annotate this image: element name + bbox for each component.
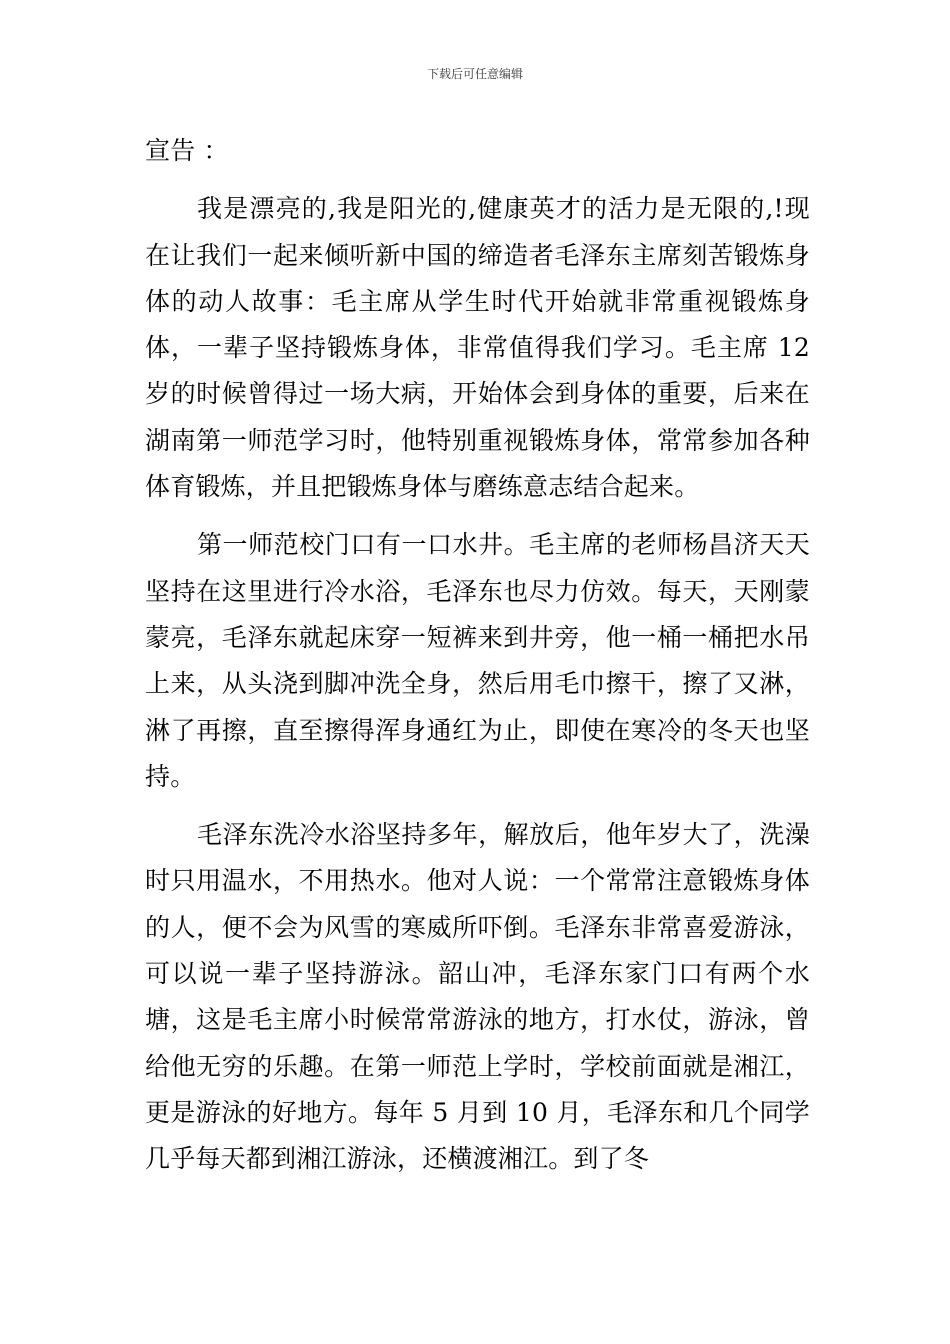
document-body <box>145 128 810 1183</box>
spacer <box>145 174 810 186</box>
paragraph-intro: 我是漂亮的,我是阳光的,健康英才的活力是无限的,!现在让我们一起来倾听新中国的缔造者毛泽东主席刻苦锻炼身体的动人故事：毛主席从学生时代开始就非常重视锻炼身体，一辈子坚持锻炼身体，非常值得我们学习。毛主席 12 岁的时候曾得过一场大病，开始体会到身体的重要，后来在湖南第一师范学习时，他特别重视锻炼身体，常常参加各种体育锻炼，并且把锻炼身体与磨练意志结合起来。 <box>145 194 810 502</box>
page-header: 下载后可任意编辑 <box>426 67 523 81</box>
paragraph-swimming: 毛泽东洗冷水浴坚持多年，解放后，他年岁大了，洗澡时只用温水，不用热水。他对人说：一个常常注意锻炼身体的人，便不会为风雪的寒威所吓倒。毛泽东非常喜爱游泳，可以说一辈子坚持游泳。韶山冲，毛泽东家门口有两个水塘，这是毛主席小时候常常游泳的地方，打水仗，游泳，曾给他无穷的乐趣。在第一师范上学时，学校前面就是湘江，更是游泳的好地方。每年 5 月到 10 月，毛泽东和几个同学几乎每天都到湘江游泳，还横渡湘江。到了冬 <box>145 820 810 1174</box>
salutation: 宣告 ： <box>145 136 229 165</box>
spacer <box>145 800 810 812</box>
spacer <box>145 510 810 522</box>
paragraph-well: 第一师范校门口有一口水井。毛主席的老师杨昌济天天坚持在这里进行冷水浴，毛泽东也尽力仿效。每天，天刚蒙蒙亮，毛泽东就起床穿一短裤来到井旁，他一桶一桶把水吊上来，从头浇到脚冲洗全身，然后用毛巾擦干，擦了又淋，淋了再擦，直至擦得浑身通红为止，即使在寒冷的冬天也坚持。 <box>145 530 810 791</box>
